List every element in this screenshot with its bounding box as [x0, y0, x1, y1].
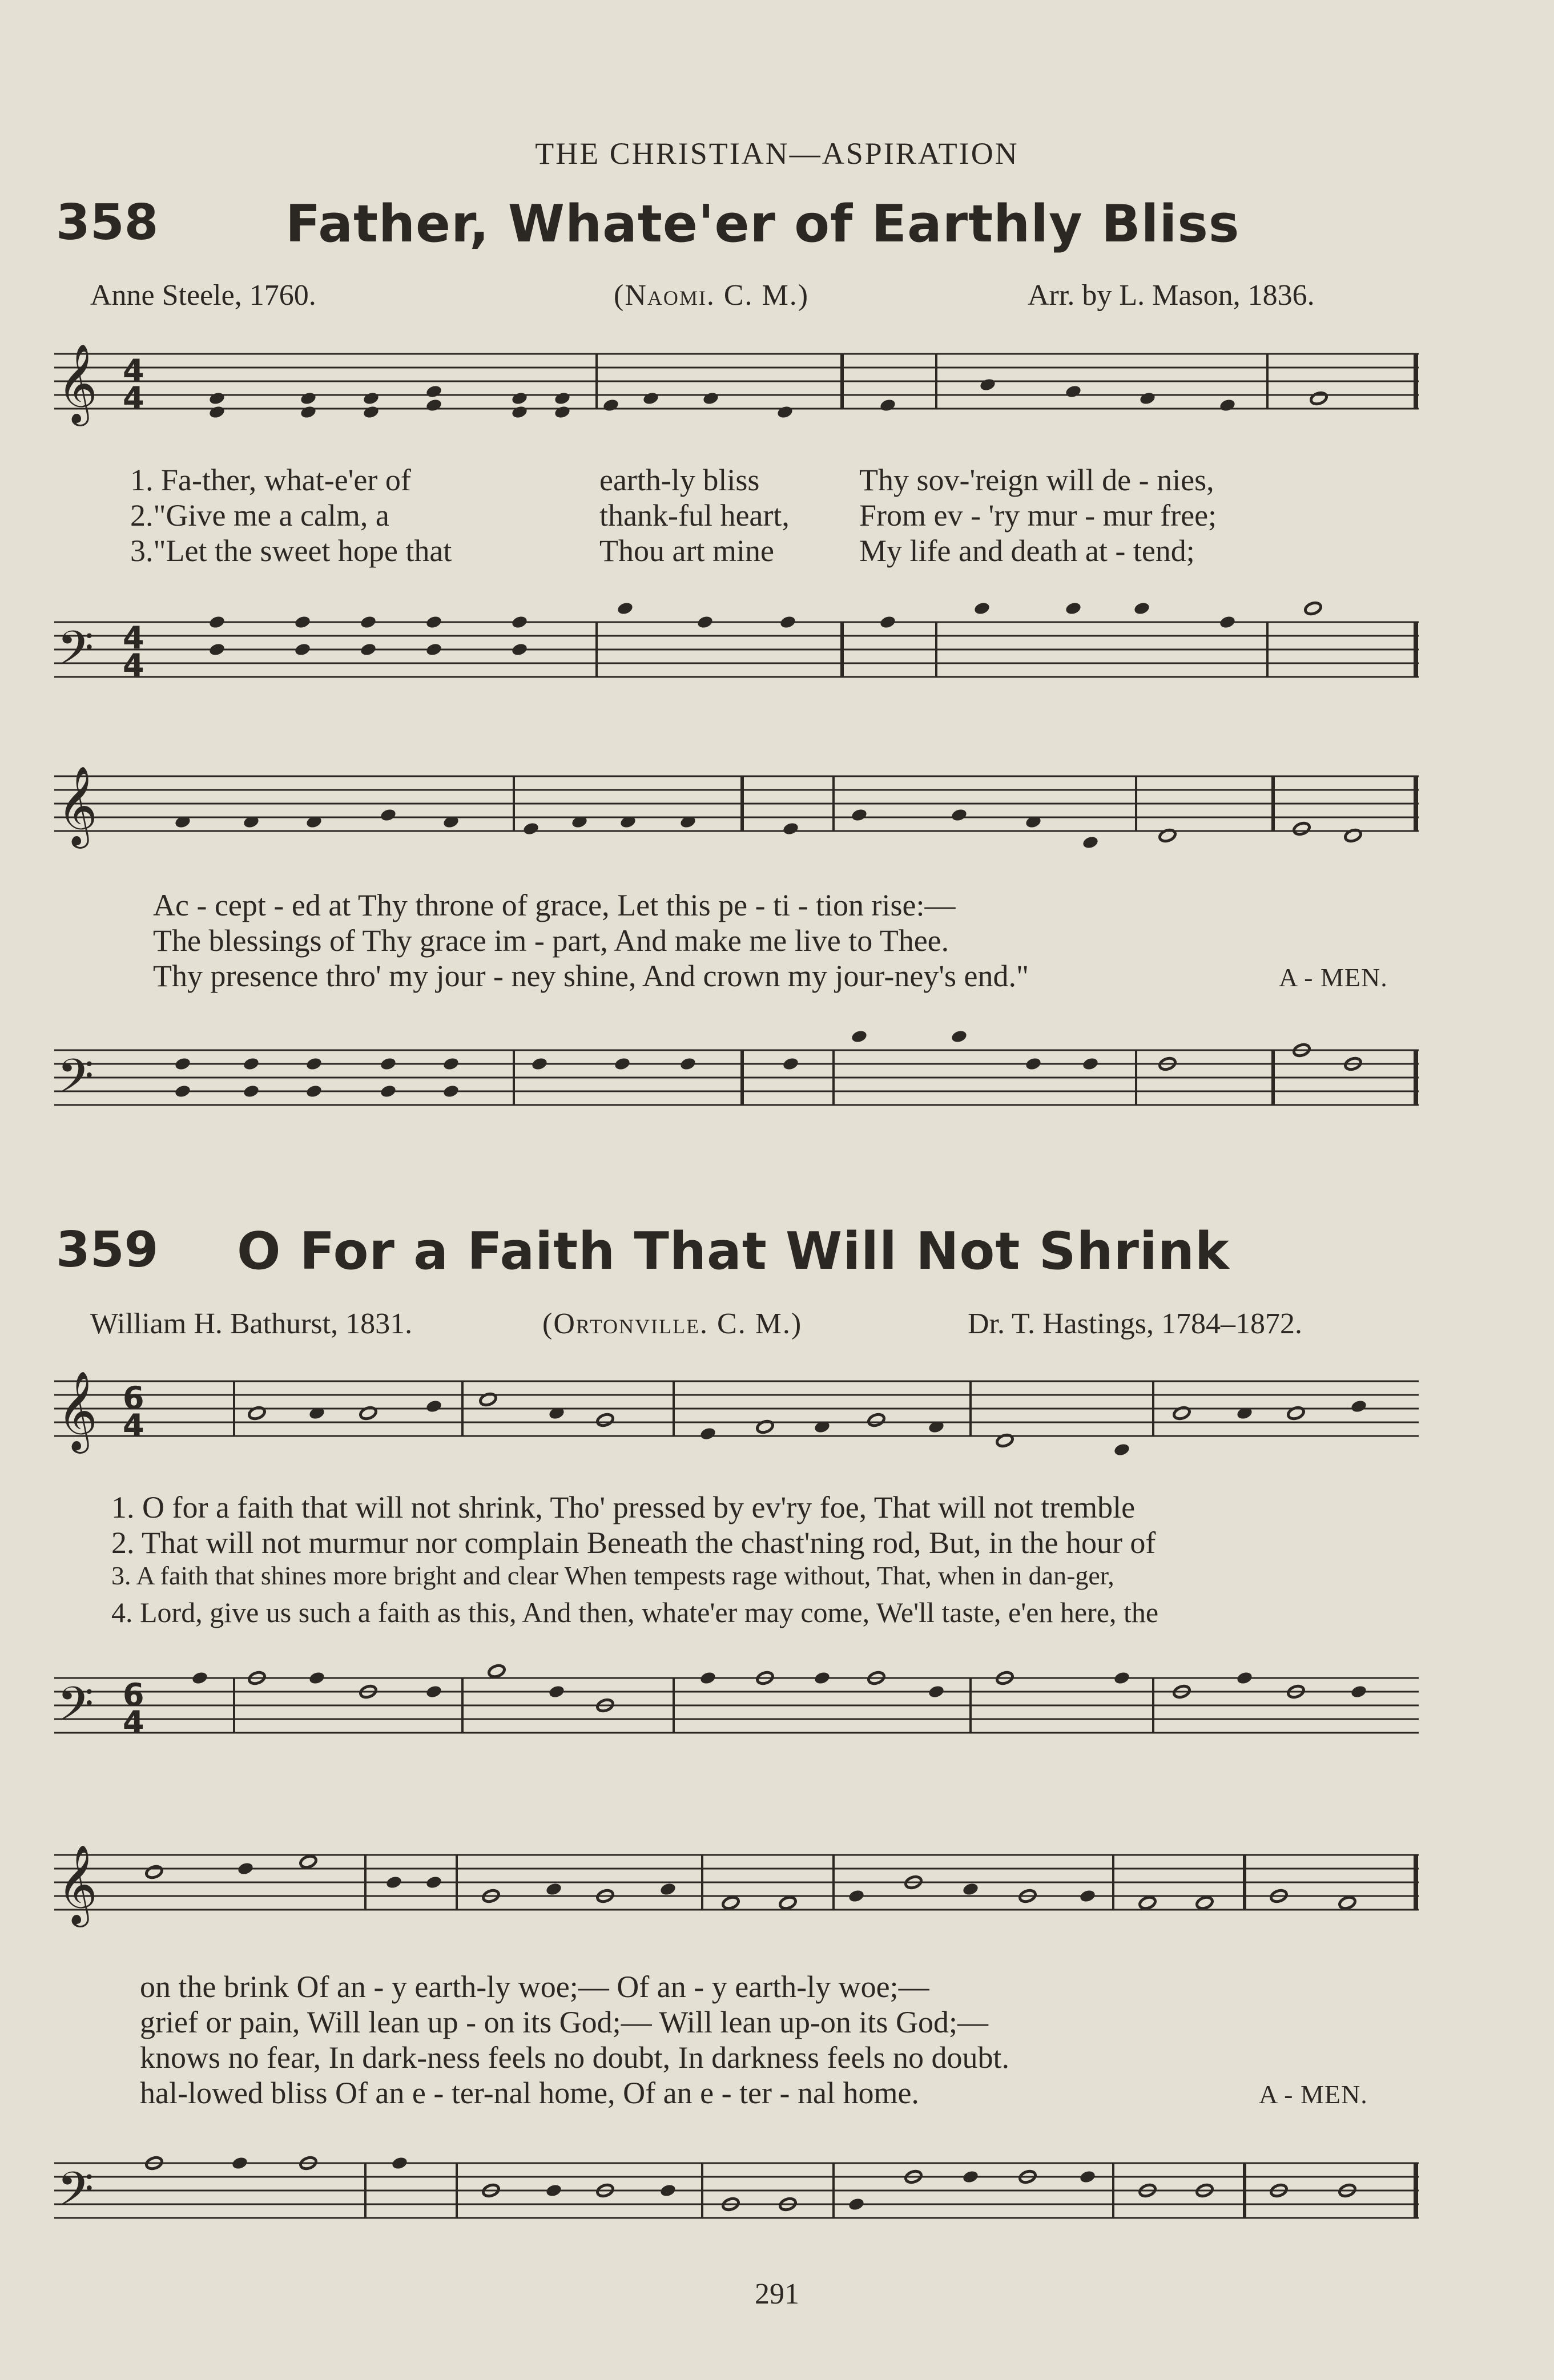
lyric-line: thank-ful heart,	[599, 498, 790, 533]
lyric-line: 1. Fa-ther, what-e'er of	[130, 463, 411, 497]
lyric-line: The blessings of Thy grace im - part, And make me live to Thee.	[153, 923, 949, 958]
lyric-line: Thou art mine	[599, 534, 774, 568]
lyric-line: 4. Lord, give us such a faith as this, And then, whate'er may come, We'll taste, e'en here, the	[111, 1596, 1159, 1628]
hymn-tune: (Ortonville. C. M.)	[542, 1308, 803, 1340]
hymn-author: William H. Bathurst, 1831.	[90, 1308, 413, 1340]
staff-359-1-bass	[54, 1664, 1419, 1743]
hymn-tune: (Naomi. C. M.)	[614, 279, 810, 312]
amen-label: A - MEN.	[1259, 2080, 1368, 2109]
lyric-line: Thy presence thro' my jour - ney shine, And crown my jour-ney's end."	[153, 959, 1029, 993]
staff-358-2-bass	[54, 1029, 1419, 1115]
lyric-line: 3. A faith that shines more bright and clear When tempests rage without, That, when in dan-ger,	[111, 1561, 1114, 1590]
lyric-line: 3."Let the sweet hope that	[130, 534, 452, 568]
svg-text:4: 4	[123, 353, 144, 389]
page-number: 291	[755, 2278, 799, 2310]
lyric-line: Thy sov-'reign will de - nies,	[859, 463, 1214, 497]
amen-label: A - MEN.	[1279, 963, 1388, 992]
lyric-line: 2. That will not murmur nor complain Beneath the chast'ning rod, But, in the hour of	[111, 1526, 1156, 1560]
lyric-line: grief or pain, Will lean up - on its God;— Will lean up-on its God;—	[140, 2005, 988, 2039]
svg-text:𝄢: 𝄢	[57, 2161, 94, 2228]
staff-359-1-treble	[54, 1371, 1419, 1457]
section-header: THE CHRISTIAN—ASPIRATION	[535, 136, 1019, 171]
staff-358-2-treble	[54, 766, 1419, 850]
lyric-line: on the brink Of an - y earth-ly woe;— Of an - y earth-ly woe;—	[140, 1970, 929, 2004]
hymn-composer: Arr. by L. Mason, 1836.	[1028, 279, 1315, 312]
lyric-line: Ac - cept - ed at Thy throne of grace, Let this pe - ti - tion rise:—	[153, 888, 956, 922]
svg-text:4: 4	[123, 380, 144, 416]
svg-text:4: 4	[123, 1407, 144, 1443]
svg-text:4: 4	[123, 647, 144, 683]
lyric-line: knows no fear, In dark-ness feels no doubt, In darkness feels no doubt.	[140, 2040, 1009, 2075]
lyric-line: 1. O for a faith that will not shrink, Tho' pressed by ev'ry foe, That will not tremble	[111, 1490, 1136, 1524]
lyric-line: earth-ly bliss	[599, 463, 760, 497]
staff-359-2-bass	[54, 2156, 1419, 2228]
svg-text:𝄞: 𝄞	[57, 344, 98, 423]
hymn-author: Anne Steele, 1760.	[90, 279, 316, 312]
hymn-title: Father, Whate'er of Earthly Bliss	[285, 194, 1240, 254]
lyric-line: From ev - 'ry mur - mur free;	[859, 498, 1217, 533]
hymn-title: O For a Faith That Will Not Shrink	[237, 1221, 1230, 1281]
svg-text:6: 6	[123, 1380, 144, 1416]
svg-text:𝄢: 𝄢	[57, 1048, 94, 1115]
lyric-line: My life and death at - tend;	[859, 534, 1195, 568]
svg-text:𝄢: 𝄢	[57, 1676, 94, 1743]
svg-text:𝄢: 𝄢	[57, 620, 94, 687]
hymn-number: 358	[56, 194, 159, 251]
staff-358-1-treble	[54, 344, 1419, 426]
svg-text:6: 6	[123, 1677, 144, 1713]
lyric-line: 2."Give me a calm, a	[130, 498, 389, 533]
staff-358-1-bass	[54, 601, 1419, 687]
hymn-composer: Dr. T. Hastings, 1784–1872.	[968, 1308, 1302, 1340]
svg-text:4: 4	[123, 620, 144, 656]
lyric-line: hal-lowed bliss Of an e - ter-nal home, Of an e - ter - nal home.	[140, 2076, 919, 2110]
staff-359-2-treble	[54, 1845, 1419, 1927]
svg-text:𝄞: 𝄞	[57, 1371, 98, 1450]
svg-text:𝄞: 𝄞	[57, 766, 98, 845]
hymn-number: 359	[56, 1221, 159, 1278]
svg-text:𝄞: 𝄞	[57, 1845, 98, 1924]
svg-text:4: 4	[123, 1704, 144, 1740]
